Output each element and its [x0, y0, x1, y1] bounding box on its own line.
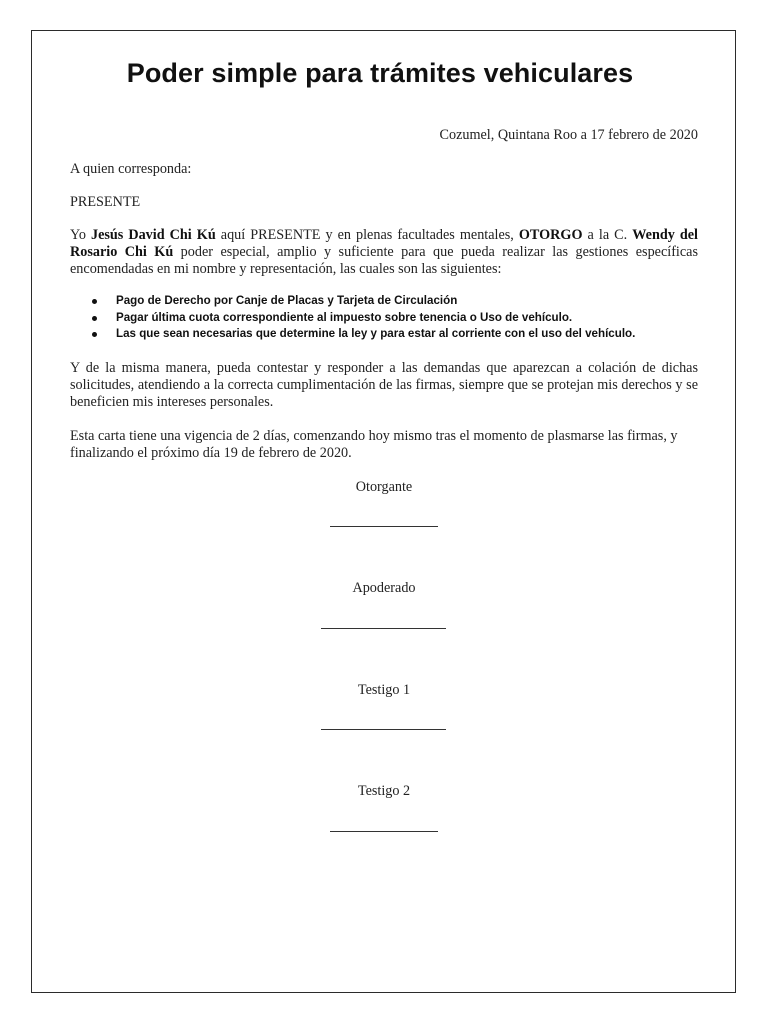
powers-list [90, 293, 710, 343]
grant-text-1: Yo [70, 227, 91, 243]
signature-line-grantor [330, 526, 438, 527]
bullet-icon [92, 299, 97, 304]
response-paragraph: Y de la misma manera, pueda contestar y responder a las demandas que aparezcan a colación de dichas solicitudes, atendiendo a la correcta cumplimentación de las firmas, siempre que se protejan mis derechos y se beneficien mis intereses personales. [70, 360, 698, 410]
presente-line: PRESENTE [70, 194, 141, 210]
signature-label-witness-1: Testigo 1 [357, 682, 411, 698]
list-item-text: Las que sean necesarias que determine la ley y para estar al corriente con el uso del vehículo. [116, 327, 636, 340]
bullet-icon [92, 332, 97, 337]
salutation: A quien corresponda: [70, 161, 192, 177]
signature-label-attorney: Apoderado [352, 580, 416, 596]
place-and-date: Cozumel, Quintana Roo a 17 febrero de 2020 [439, 127, 698, 143]
attorney-name: Wendy del Rosario Chi Kú [70, 227, 699, 260]
grant-text-2: aquí PRESENTE y en plenas facultades mentales, [215, 227, 519, 243]
signature-line-witness-1 [321, 729, 446, 730]
signature-line-attorney [321, 628, 446, 629]
list-item [90, 293, 710, 310]
signature-line-witness-2 [330, 831, 438, 832]
list-item [90, 326, 710, 343]
document-title: Poder simple para trámites vehiculares [126, 58, 634, 88]
grant-word: OTORGO [518, 227, 583, 243]
validity-paragraph: Esta carta tiene una vigencia de 2 días, comenzando hoy mismo tras el momento de plasmarse las firmas, y finalizando el próximo día 19 de febrero de 2020. [70, 428, 678, 461]
grant-paragraph [70, 227, 698, 278]
list-item-text: Pago de Derecho por Canje de Placas y Tarjeta de Circulación [116, 294, 458, 307]
grant-text-3: a la C. [582, 227, 633, 243]
grant-text-4: poder especial, amplio y suficiente para que pueda realizar las gestiones específicas encomendadas en mi nombre y representación, las cuales son las siguientes: [70, 244, 698, 277]
list-item [90, 310, 710, 327]
grantor-name: Jesús David Chi Kú [90, 227, 216, 243]
signature-label-witness-2: Testigo 2 [357, 783, 411, 799]
signature-label-grantor: Otorgante [355, 479, 413, 495]
list-item-text: Pagar última cuota correspondiente al impuesto sobre tenencia o Uso de vehículo. [116, 310, 573, 324]
bullet-icon [92, 316, 97, 321]
